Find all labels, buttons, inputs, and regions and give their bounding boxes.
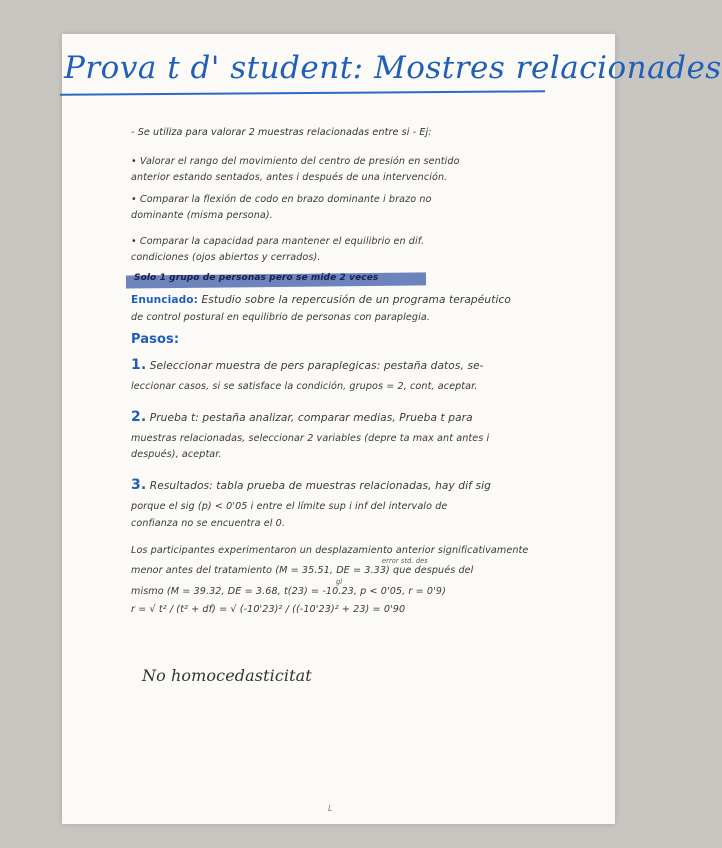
example-3-line-1: • Comparar la capacidad para mantener el equilibrio en dif. <box>131 236 425 247</box>
example-1-line-2: anterior estando sentados, antes i después de una intervención. <box>131 172 448 183</box>
annotation-error-std: error std. des <box>382 557 428 565</box>
step-1-number: 1. <box>131 357 147 373</box>
step-1-line-2: leccionar casos, si se satisface la condición, grupos = 2, cont, aceptar. <box>131 381 478 392</box>
enunciado-label: Enunciado: <box>131 294 199 306</box>
example-1-line-1: • Valorar el rango del movimiento del centro de presión en sentido <box>131 156 460 167</box>
step-3-line-3: confianza no se encuentra el 0. <box>131 518 285 529</box>
example-2-line-2: dominante (misma persona). <box>131 210 273 221</box>
page-mark: L <box>328 804 333 813</box>
conclusion-line-2: menor antes del tratamiento (M = 35.51, DE = 3.33) que después del <box>131 565 474 576</box>
enunciado-text-1: Estudio sobre la repercusión de un programa terapéutico <box>201 294 511 306</box>
annotation-gl: gl <box>336 578 343 586</box>
page-title: Prova t d' student: Mostres relacionades <box>64 50 722 86</box>
step-1-line-1 <box>131 357 484 373</box>
step-3-line-2: porque el sig (p) < 0'05 i entre el límite sup i inf del intervalo de <box>131 501 448 512</box>
step-2-number: 2. <box>131 409 147 425</box>
formula-result: = 0'90 <box>372 604 406 615</box>
conclusion-line-3: mismo (M = 39.32, DE = 3.68, t(23) = -10.23, p < 0'05, r = 0'9) <box>131 586 446 597</box>
step-2-line-1 <box>131 409 473 425</box>
highlight-text: Solo 1 grupo de personas pero se mide 2 veces <box>134 273 379 283</box>
enunciado-line-1 <box>131 294 511 306</box>
effect-size-formula <box>131 604 405 615</box>
formula-eq: = <box>219 604 228 615</box>
example-2-line-1: • Comparar la flexión de codo en brazo dominante i brazo no <box>131 194 432 205</box>
formula-sqrt-1: √ t² / (t² + df) <box>149 604 216 615</box>
enunciado-line-2: de control postural en equilibrio de personas con paraplegia. <box>131 312 430 323</box>
step-3-number: 3. <box>131 477 147 493</box>
conclusion-line-1: Los participantes experimentaron un desplazamiento anterior significativamente <box>131 545 529 556</box>
example-3-line-2: condiciones (ojos abiertos y cerrados). <box>131 252 321 263</box>
pasos-heading: Pasos: <box>131 332 180 347</box>
step-2-line-3: después), aceptar. <box>131 449 222 460</box>
handwritten-note: No homocedasticitat <box>142 666 312 685</box>
step-1-text-1: Seleccionar muestra de pers paraplegicas: pestaña datos, se- <box>149 360 484 372</box>
step-2-line-2: muestras relacionadas, seleccionar 2 variables (depre ta max ant antes i <box>131 433 490 444</box>
intro-line: - Se utiliza para valorar 2 muestras relacionadas entre si - Ej: <box>131 127 432 138</box>
step-2-text-1: Prueba t: pestaña analizar, comparar medias, Prueba t para <box>149 412 473 424</box>
step-3-text-1: Resultados: tabla prueba de muestras relacionadas, hay dif sig <box>149 480 491 492</box>
formula-sqrt-2: √ (-10'23)² / ((-10'23)² + 23) <box>230 604 370 615</box>
formula-r: r = <box>131 604 147 615</box>
step-3-line-1 <box>131 477 491 493</box>
notebook-page <box>62 34 615 824</box>
